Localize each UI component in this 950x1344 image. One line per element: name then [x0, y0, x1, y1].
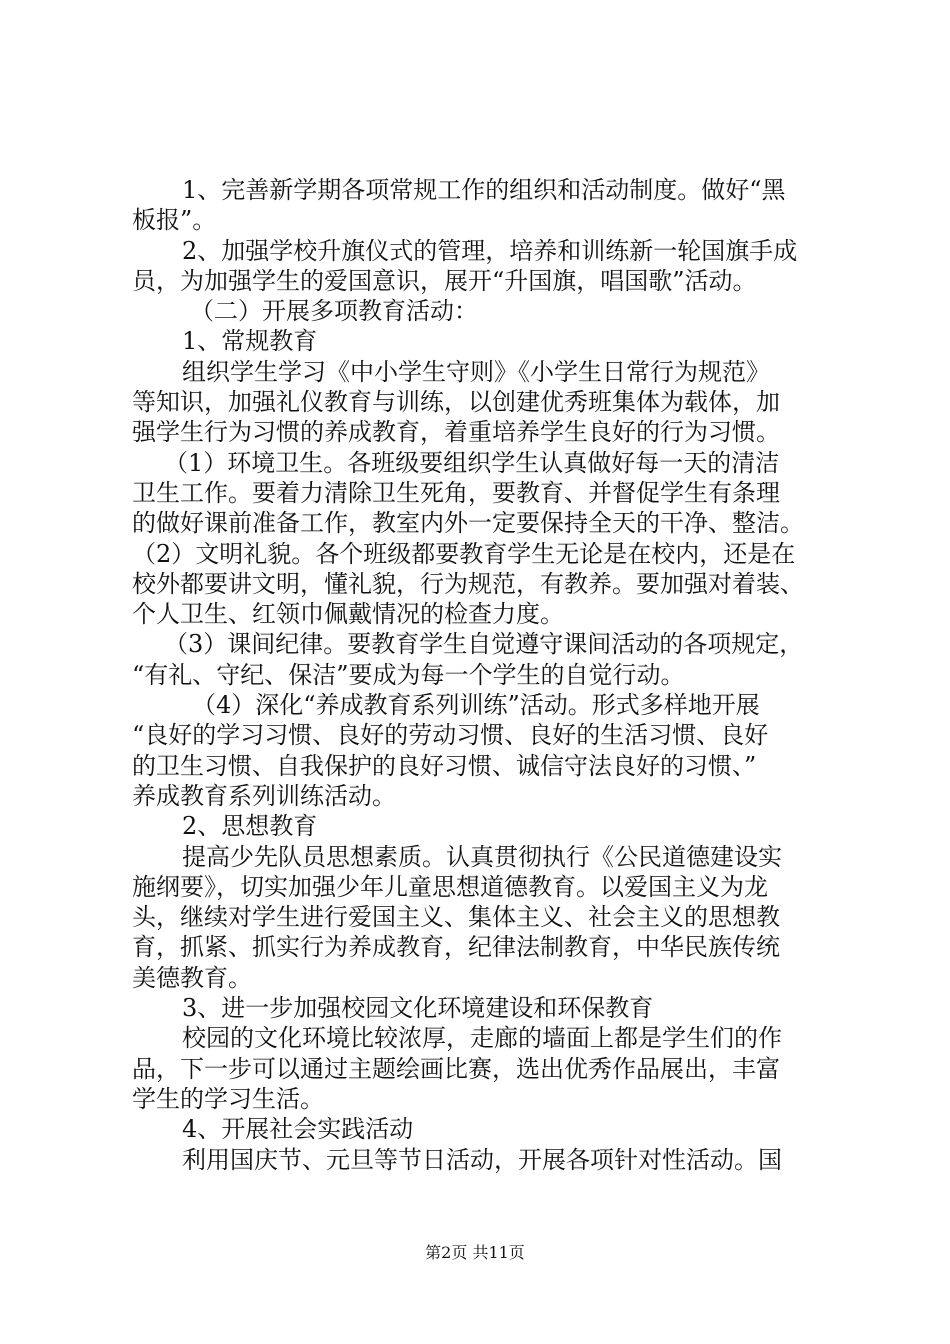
- document-body: [132, 175, 832, 1175]
- paragraph-line: “有礼、守纪、保洁”要成为每一个学生的自觉行动。: [132, 660, 685, 689]
- subsection-heading: 3、进一步加强校园文化环境建设和环保教育: [182, 994, 654, 1023]
- paragraph-line: 头，继续对学生进行爱国主义、集体主义、社会主义的思想教: [132, 903, 780, 932]
- paragraph-line: 校园的文化环境比较浓厚，走廊的墙面上都是学生们的作: [182, 1024, 782, 1053]
- paragraph-line: 学生的学习生活。: [132, 1084, 324, 1113]
- paragraph-line: （4）深化“养成教育系列训练”活动。形式多样地开展: [192, 691, 760, 720]
- paragraph-line: 卫生工作。要着力清除卫生死角，要教育、并督促学生有条理: [132, 478, 780, 507]
- paragraph-line: （2）文明礼貌。各个班级都要教育学生无论是在校内，还是在: [132, 539, 796, 568]
- paragraph-line: 等知识，加强礼仪教育与训练，以创建优秀班集体为载体，加: [132, 388, 780, 417]
- paragraph-line: 利用国庆节、元旦等节日活动，开展各项针对性活动。国: [182, 1145, 782, 1174]
- subsection-heading: 2、思想教育: [182, 812, 318, 841]
- subsection-heading: 4、开展社会实践活动: [182, 1115, 414, 1144]
- paragraph-line: 组织学生学习《中小学生守则》《小学生日常行为规范》: [182, 357, 770, 386]
- paragraph-line: 个人卫生、红领巾佩戴情况的检查力度。: [132, 600, 564, 629]
- paragraph-line: 2、加强学校升旗仪式的管理，培养和训练新一轮国旗手成: [182, 236, 798, 265]
- paragraph-line: 施纲要》，切实加强少年儿童思想道德教育。以爱国主义为龙: [132, 872, 768, 901]
- paragraph-line: 1、完善新学期各项常规工作的组织和活动制度。做好“黑: [182, 176, 786, 204]
- paragraph-line: 的卫生习惯、自我保护的良好习惯、诚信守法良好的习惯、”: [132, 751, 757, 780]
- section-heading: （二）开展多项教育活动：: [190, 297, 478, 326]
- paragraph-line: 养成教育系列训练活动。: [132, 781, 396, 810]
- paragraph-line: 板报”。: [132, 206, 217, 235]
- subsection-heading: 1、常规教育: [182, 327, 318, 356]
- paragraph-line: 的做好课前准备工作，教室内外一定要保持全天的干净、整洁。: [132, 509, 804, 538]
- paragraph-line: “良好的学习习惯、良好的劳动习惯、良好的生活习惯、良好: [132, 721, 769, 750]
- paragraph-line: 强学生行为习惯的养成教育，着重培养学生良好的行为习惯。: [132, 418, 780, 447]
- paragraph-line: 品，下一步可以通过主题绘画比赛，选出优秀作品展出，丰富: [132, 1054, 780, 1083]
- paragraph-line: 提高少先队员思想素质。认真贯彻执行《公民道德建设实: [182, 842, 782, 871]
- paragraph-line: （1）环境卫生。各班级要组织学生认真做好每一天的清洁: [164, 448, 780, 477]
- paragraph-line: 校外都要讲文明，懂礼貌，行为规范，有教养。要加强对着装、: [132, 569, 804, 598]
- page-number-footer: 第2页 共11页: [425, 1243, 525, 1262]
- paragraph-line: 美德教育。: [132, 963, 252, 992]
- paragraph-line: （3）课间纪律。要教育学生自觉遵守课间活动的各项规定，: [164, 630, 804, 659]
- paragraph-line: 员，为加强学生的爱国意识，展开“升国旗，唱国歌”活动。: [132, 266, 757, 295]
- paragraph-line: 育，抓紧、抓实行为养成教育，纪律法制教育，中华民族传统: [132, 933, 780, 962]
